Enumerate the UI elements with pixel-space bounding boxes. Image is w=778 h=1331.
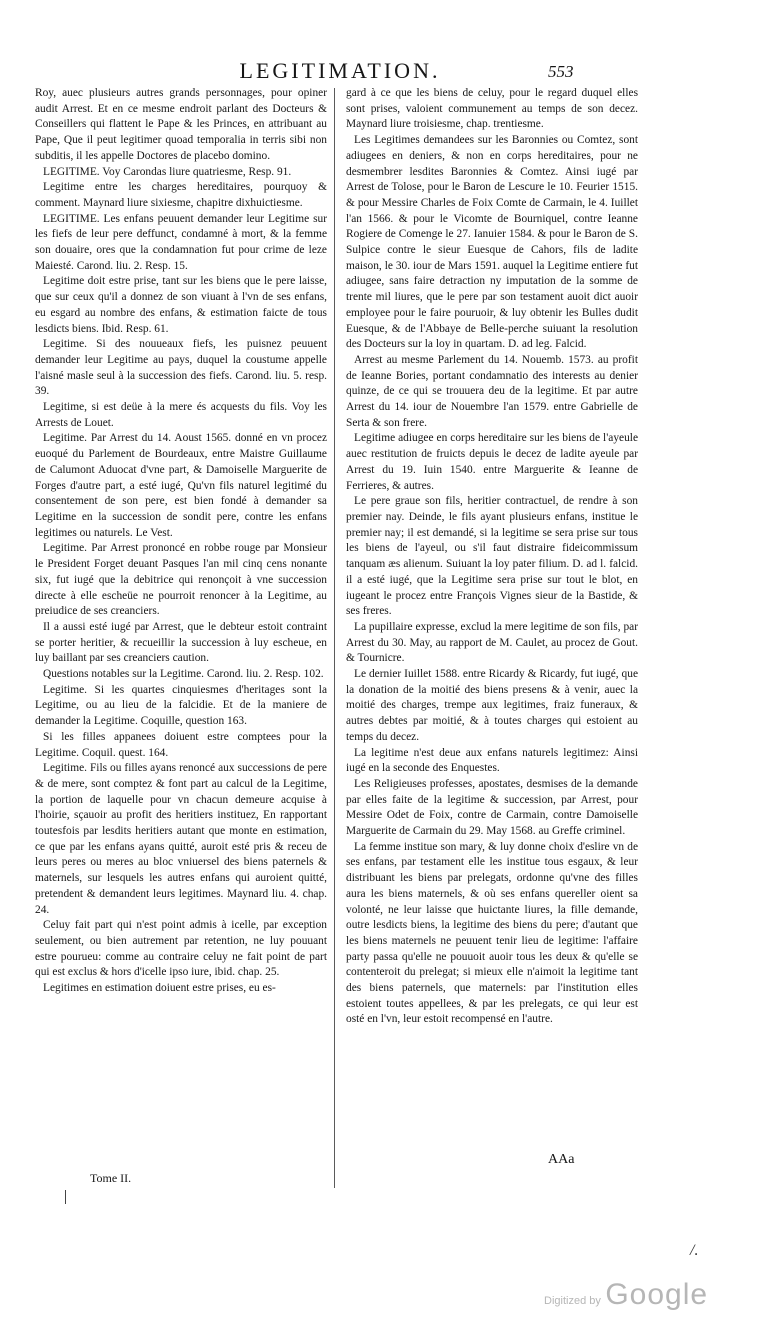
- paragraph: Arrest au mesme Parlement du 14. Nouemb. 1573. au profit de Ieanne Bories, portant condamnatio des interests au denier quinze, de ce qui se trouuera deu de la legitime. Et par autre Arrest du 14. iour de Nouembre l'an 1579. entre Gabrielle de Serta & son frere.: [346, 353, 638, 429]
- paragraph: gard à ce que les biens de celuy, pour le regard duquel elles sont prises, valoient communement au temps de son decez. Maynard liure troisiesme, chap. trentiesme.: [346, 87, 638, 131]
- digitized-watermark: [544, 1278, 708, 1312]
- column-divider: [334, 88, 335, 1188]
- paragraph: LEGITIME. Voy Carondas liure quatriesme, Resp. 91.: [43, 165, 292, 178]
- paragraph: Legitime. Par Arrest prononcé en robbe rouge par Monsieur le President Forget deuant Pasques l'an mil cinq cens nonante six, fut iugé que la debitrice qui renonçoit à vne succession directe à elle escheüe ne pourroit renoncer à la Legitime, au preiudice de ses creanciers.: [35, 542, 327, 618]
- paragraph: Legitime doit estre prise, tant sur les biens que le pere laisse, que sur ceux qu'il a donnez de son viuant à l'vn de ses enfans, eu esgard au nombre des enfans, & estimation faicte de tous lesdicts biens. Ibid. Resp. 61.: [35, 275, 327, 335]
- paragraph: Les Legitimes demandees sur les Baronnies ou Comtez, sont adiugees en deniers, & non en corps hereditaires, pour ne desmembrer lesdites Baronnies & Comtez. Ainsi iugé par Arrest de Tolose, pour le Baron de Lescure le 10. Feurier 1515. & pour Messire Charles de Foix Comte de Carmain, le 4. Iuillet l'an 1566. & pour le Vicomte de Bourniquel, contre Ieanne Rogiere de Comenge le 27. Ianuier 1584. & pour le Baron de S. Sulpice contre le sieur Euesque de Cahors, fils de ladite maison, le 30. iour de Mars 1591. auquel la Legitime entiere fut adiugee, sans faire detraction ny imputation de la somme de trente mil liures, que le pere par son testament auoit dict auoir employee pour le faire pouruoir, & luy obtenir les Bulles dudit Euesque, & de l'Abbaye de Belle-perche suiuant la resolution des Docteurs sur la loy in quartam. D. ad leg. Falcid.: [346, 134, 638, 351]
- paragraph: La pupillaire expresse, exclud la mere legitime de son fils, par Arrest du 30. May, au rapport de M. Caulet, au procez de Gout. & Tournicre.: [346, 620, 638, 665]
- right-column: [346, 86, 638, 1028]
- paragraph: La legitime n'est deue aux enfans naturels legitimez: Ainsi iugé en la seconde des Enquestes.: [346, 746, 638, 775]
- paragraph: Legitime. Si les quartes cinquiesmes d'heritages sont la Legitime, ou au lieu de la falcidie. Et de la maniere de demander la Legitime. Coquille, question 163.: [35, 683, 327, 728]
- paragraph: Questions notables sur la Legitime. Carond. liu. 2. Resp. 102.: [43, 668, 324, 681]
- paragraph: Legitime. Si des nouueaux fiefs, les puisnez peuuent demander leur Legitime au pays, duquel la coustume appelle l'aisné masle seul à la succession des fiefs. Carond. liu. 5. resp. 39.: [35, 338, 327, 398]
- paragraph: Les Religieuses professes, apostates, desmises de la demande par elles faite de la legitime & succession, par Arrest, pour Messire Odet de Foix, contre de Carmain, contre Damoiselle Marguerite de Carmain du 29. May 1568. au Greffe criminel.: [346, 777, 638, 838]
- left-column: [35, 86, 327, 997]
- paragraph: Celuy fait part qui n'est point admis à icelle, par exception seulement, ou bien autrement par retention, ne luy pouuant estre pourueu: comme au contraire celuy ne fait point de part qui est exclus & hors d'icelle ipso iure, ibid. chap. 25.: [35, 919, 327, 979]
- paragraph: Legitimes en estimation doiuent estre prises, eu es-: [43, 982, 276, 995]
- paragraph: Le pere graue son fils, heritier contractuel, de rendre à son premier nay. Deinde, le fils ayant plusieurs enfans, institue le premier nay; il est demandé, si la legitime se sera prise sur tous les biens de l'ayeul, ou s'il faut distraire fideicommissum tanquam æs alienum. Suiuant la loy pater filium. D. ad l. falcid. il a esté iugé, que la Legitime sera prise sur tout le blot, en iugeant le procez entre François Vignes sieur de la Bastide, & ses freres.: [346, 495, 638, 618]
- paragraph: Legitime. Fils ou filles ayans renoncé aux successions de pere & de mere, sont comptez & font part au calcul de la Legitime, la portion de laquelle pour vn chacun demeure acquise à l'hoirie, sçauoir au profit des heritiers instituez, En rapportant toutesfois par lesdits heritiers autant que monte en estimation, ce que par les enfans ayans quitté, auroit esté pris & receu de leurs peres ou meres au bloc vniuersel des biens paternels & maternels, sur lesquels les autres enfans qui auroient quitté, pretendent & demandent leurs legitimes. Maynard liu. 4. chap. 24.: [35, 762, 327, 916]
- google-logo: Google: [605, 1278, 709, 1311]
- paragraph: La femme institue son mary, & luy donne choix d'eslire vn de ses enfans, par testament elle les institue tous esgaux, & leur distribuant les biens par prelegats, ordonne qu'vne des filles aura les biens maternels, & où ses enfans quereller oient sa volonté, ne leur laisse que huictante liures, la fille demande, outre lesdicts biens, la legitime des biens du pere; d'autant que les biens maternels ne peuuent tenir lieu de legitime: l'affaire party passa qu'elle ne pouuoit auoir tous les deux & qu'elle se contenteroit du prelegat; si mieux elle n'aimoit la legitime tant des biens paternels, que maternels: par l'institution elles estoient toutes appellees, & par les prelegats, ce qui leur est osté en l'vn, leur estoit recompensé en l'autre.: [346, 840, 638, 1026]
- margin-tick: [65, 1190, 66, 1204]
- watermark-prefix: Digitized by: [544, 1295, 601, 1307]
- paragraph: Legitime, si est deüe à la mere és acquests du fils. Voy les Arrests de Louet.: [35, 401, 327, 429]
- paragraph: Legitime entre les charges hereditaires, pourquoy & comment. Maynard liure sixiesme, chapitre dixhuictiesme.: [35, 181, 327, 209]
- running-head: LEGITIMATION.: [239, 58, 441, 83]
- volume-label: Tome II.: [90, 1171, 132, 1185]
- paragraph: Roy, auec plusieurs autres grands personnages, pour opiner audit Arrest. Et en ce mesme endroit parlant des Docteurs & Conseillers qui flattent le Pape & les Princes, en attribuant au Pape, Que il peut legitimer quoad temporalia in terris sibi non subditis, il les appelle Doctores de placebo domino.: [35, 87, 327, 162]
- paragraph: Le dernier Iuillet 1588. entre Ricardy & Ricardy, fut iugé, que la donation de la moitié des biens presens & à venir, auec la moitié des charges, trempe aux legitimes, fraiz funeraux, & autres debtes par moitié, & à toutes charges qui estoient au temps du decez.: [346, 668, 638, 743]
- catchword: AAa: [548, 1152, 575, 1167]
- paragraph: Il a aussi esté iugé par Arrest, que le debteur estoit contraint se porter heritier, & recueillir la succession à luy escheue, en luy baillant par ses creanciers caution.: [35, 620, 327, 665]
- paragraph: LEGITIME. Les enfans peuuent demander leur Legitime sur les fiefs de leur pere deffunct, condamné à mort, & la femme son douaire, ores que la condamnation fut pour crime de leze Maiesté. Carond. liu. 2. Resp. 15.: [35, 212, 327, 272]
- stray-mark: /.: [690, 1242, 699, 1259]
- paragraph: Legitime. Par Arrest du 14. Aoust 1565. donné en vn procez euoqué du Parlement de Bourdeaux, entre Maistre Guillaume de Calumont Aduocat d'vne part, & Damoiselle Marguerite de Forges d'autre part, a esté iugé, Qu'vn fils naturel legitimé du consentement de son pere, est bien fondé à demander sa Legitime en la succession de sondit pere, contre les enfans legitimes ou naturels. Le Vest.: [35, 432, 327, 539]
- page-number: 553: [548, 62, 574, 81]
- paragraph: Si les filles appanees doiuent estre comptees pour la Legitime. Coquil. quest. 164.: [35, 730, 327, 759]
- paragraph: Legitime adiugee en corps hereditaire sur les biens de l'ayeule auec restitution de fruicts depuis le decez de ladite ayeule par Arrest du 19. Iuin 1540. entre Marguerite & Ieanne de Ferrieres, & autres.: [346, 432, 638, 492]
